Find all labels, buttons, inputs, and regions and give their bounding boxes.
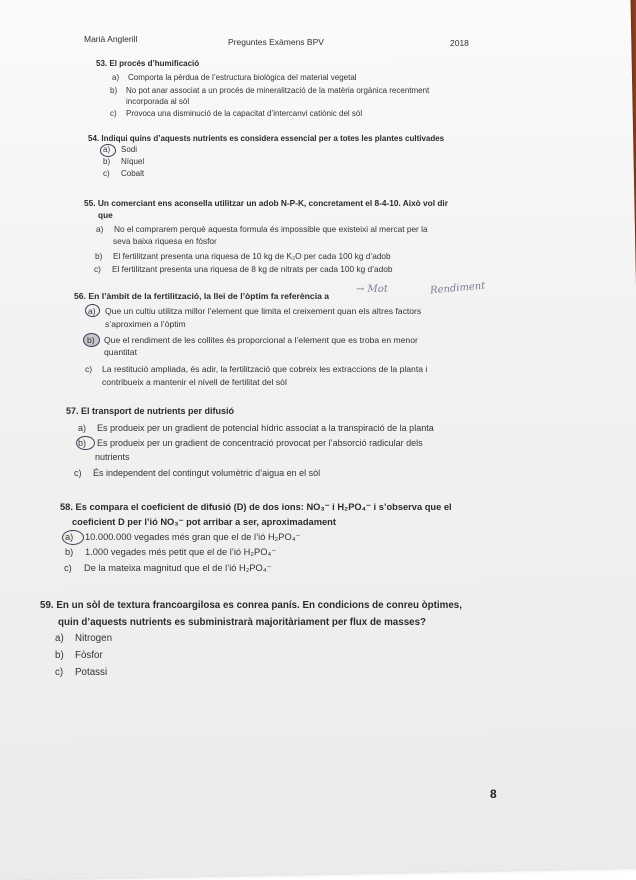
option-58b: b) 1.000 vegades més petit que el de l’ió H₂PO₄⁻ xyxy=(65,547,277,557)
option-53b: b) No pot anar associat a un procés de mineralització de la matèria orgànica recentment xyxy=(110,86,430,95)
option-59a: a) Nitrogen xyxy=(55,633,113,644)
option-56c-cont: contribueix a mantenir el nivell de fertilitat del sòl xyxy=(102,377,287,387)
option-56a: a) Que un cultiu utilitza millor l’element que limita el creixement quan els altres factors xyxy=(88,306,422,316)
handwritten-note-2: Rendiment xyxy=(429,280,486,297)
option-54a: a) Sodi xyxy=(103,145,138,154)
option-56c: c) La restitució ampliada, és adir, la fertilització que cobreix les extraccions de la planta i xyxy=(85,364,428,374)
option-59b: b) Fòsfor xyxy=(55,650,103,661)
question-59-cont: quin d’aquests nutrients es subministrarà majoritàriament per flux de masses? xyxy=(58,617,427,628)
option-57b-cont: nutrients xyxy=(95,452,130,462)
option-58a: a) 10.000.000 vegades més gran que el de l’ió H₂PO₄⁻ xyxy=(65,532,301,542)
header-title: Preguntes Exàmens BPV xyxy=(228,37,324,47)
option-59c: c) Potassi xyxy=(55,667,108,678)
option-55a-cont: seva baixa riquesa en fòsfor xyxy=(113,236,217,246)
option-56b: b) Que el rendiment de les collites és proporcional a l’element que es troba en menor xyxy=(87,335,418,345)
option-56a-cont: s’aproximen a l’òptim xyxy=(105,319,186,329)
question-55: 55. Un comerciant ens aconsella utilitzar un adob N-P-K, concretament el 8-4-10. Això vol dir xyxy=(84,198,448,208)
option-55a: a) No el comprarem perquè aquesta formula és impossible que existeixi al mercat per la xyxy=(96,224,428,234)
option-53c: c) Provoca una disminució de la capacitat d’intercanvi catiònic del sòl xyxy=(110,109,363,118)
header-year: 2018 xyxy=(450,38,469,48)
option-53b-cont: incorporada al sòl xyxy=(126,97,190,106)
option-53a: a) Comporta la pèrdua de l’estructura biològica del material vegetal xyxy=(112,73,357,82)
option-54b: b) Níquel xyxy=(103,157,145,166)
header-author: Marià Anglerill xyxy=(84,34,138,44)
handwritten-note-1: → Mot xyxy=(356,284,388,295)
question-58: 58. Es compara el coeficient de difusió (D) de dos ions: NO₃⁻ i H₂PO₄⁻ i s’observa que el xyxy=(60,502,452,512)
question-53: 53. El procés d’humificació xyxy=(96,59,200,68)
question-59: 59. En un sòl de textura francoargilosa es conrea panís. En condicions de conreu òptimes, xyxy=(40,600,462,611)
question-56: 56. En l’àmbit de la fertilització, la llei de l’òptim fa referència a xyxy=(74,291,330,301)
option-57b: b) Es produeix per un gradient de concentració provocat per l’absorció radicular dels xyxy=(78,438,423,448)
option-57c: c) És independent del contingut volumètric d’aigua en el sòl xyxy=(74,468,321,478)
option-55c: c) El fertilitzant presenta una riquesa de 8 kg de nitrats per cada 100 kg d’adob xyxy=(94,264,393,274)
option-58c: c) De la mateixa magnitud que el de l’ió H₂PO₄⁻ xyxy=(64,563,272,573)
page-number: 8 xyxy=(490,787,497,801)
question-54: 54. Indiqui quins d’aquests nutrients es considera essencial per a totes les plantes cultivades xyxy=(88,134,445,143)
option-57a: a) Es produeix per un gradient de potencial hídric associat a la transpiració de la planta xyxy=(78,423,434,433)
question-57: 57. El transport de nutrients per difusió xyxy=(66,406,235,416)
option-54c: c) Cobalt xyxy=(103,169,145,178)
option-55b: b) El fertilitzant presenta una riquesa de 10 kg de K₂O per cada 100 kg d’adob xyxy=(95,251,391,261)
question-55-cont: que xyxy=(98,210,113,220)
question-58-cont: coeficient D per l’ió NO₃⁻ pot arribar a ser, aproximadament xyxy=(72,517,336,527)
option-56b-cont: quantitat xyxy=(104,347,137,357)
